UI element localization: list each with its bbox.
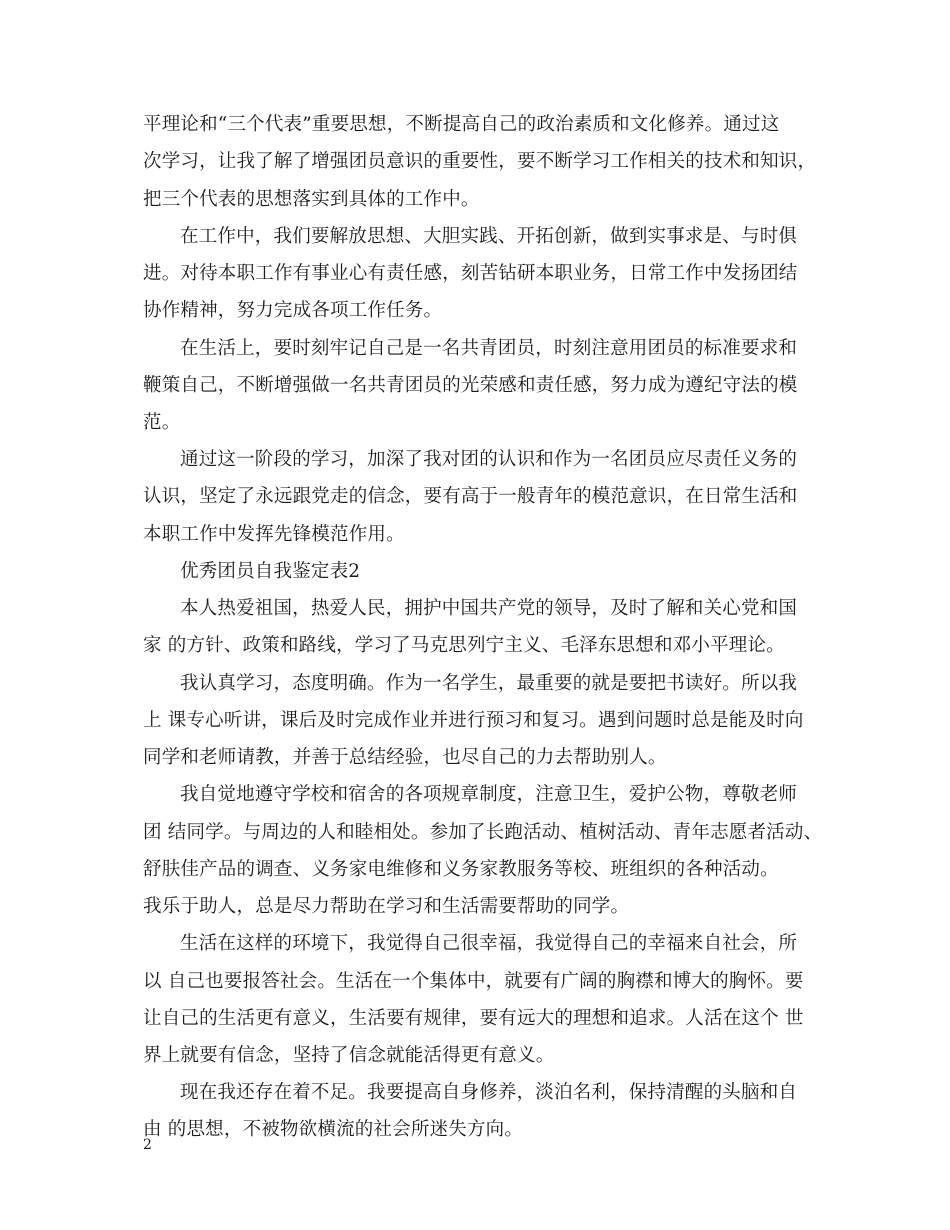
text-line: 以 自己也要报答社会。生活在一个集体中，就要有广阔的胸襟和博大的胸怀。要 bbox=[143, 971, 804, 992]
text-line: 让自己的生活更有意义，生活要有规律，要有远大的理想和追求。人活在这个 世 bbox=[143, 1008, 804, 1029]
text-line: 本职工作中发挥先锋模范作用。 bbox=[143, 524, 405, 545]
text-line: 把三个代表的思想落实到具体的工作中。 bbox=[143, 189, 480, 210]
text-line: 通过这一阶段的学习，加深了我对团的认识和作为一名团员应尽责任义务的 bbox=[180, 449, 798, 470]
text-line: 平理论和“三个代表”重要思想，不断提高自己的政治素质和文化修养。通过这 bbox=[143, 114, 780, 135]
page-number: 2 bbox=[143, 1137, 152, 1153]
text-line: 现在我还存在着不足。我要提高自身修养，淡泊名利，保持清醒的头脑和自 bbox=[180, 1082, 798, 1103]
text-line: 协作精神，努力完成各项工作任务。 bbox=[143, 300, 443, 321]
text-line: 我认真学习，态度明确。作为一名学生，最重要的就是要把书读好。所以我 bbox=[180, 673, 798, 694]
text-line: 上 课专心听讲，课后及时完成作业并进行预习和复习。遇到问题时总是能及时向 bbox=[143, 710, 804, 731]
text-line: 生活在这样的环境下，我觉得自己很幸福，我觉得自己的幸福来自社会，所 bbox=[180, 933, 798, 954]
text-line: 团 结同学。与周边的人和睦相处。参加了长跑活动、植树活动、青年志愿者活动、 bbox=[143, 822, 823, 843]
text-line: 由 的思想，不被物欲横流的社会所迷失方向。 bbox=[143, 1119, 524, 1140]
section-heading: 优秀团员自我鉴定表2 bbox=[180, 561, 361, 582]
text-line: 认识，坚定了永远跟党走的信念，要有高于一般青年的模范意识，在日常生活和 bbox=[143, 486, 798, 507]
text-line: 本人热爱祖国，热爱人民，拥护中国共产党的领导，及时了解和关心党和国 bbox=[180, 598, 798, 619]
text-line: 同学和老师请教，并善于总结经验，也尽自己的力去帮助别人。 bbox=[143, 747, 667, 768]
text-line: 次学习，让我了解了增强团员意识的重要性，要不断学习工作相关的技术和知识， bbox=[143, 151, 817, 172]
text-line: 范。 bbox=[143, 412, 181, 433]
text-line: 在工作中，我们要解放思想、大胆实践、开拓创新，做到实事求是、与时俱 bbox=[180, 226, 798, 247]
text-line: 家 的方针、政策和路线，学习了马克思列宁主义、毛泽东思想和邓小平理论。 bbox=[143, 635, 785, 656]
text-line: 进。对待本职工作有事业心有责任感，刻苦钻研本职业务，日常工作中发扬团结 bbox=[143, 263, 798, 284]
text-line: 在生活上，要时刻牢记自己是一名共青团员，时刻注意用团员的标准要求和 bbox=[180, 338, 798, 359]
text-line: 我自觉地遵守学校和宿舍的各项规章制度，注意卫生，爱护公物，尊敬老师 bbox=[180, 784, 798, 805]
text-line: 鞭策自己，不断增强做一名共青团员的光荣感和责任感，努力成为遵纪守法的模 bbox=[143, 375, 798, 396]
text-line: 舒肤佳产品的调查、义务家电维修和义务家教服务等校、班组织的各种活动。 bbox=[143, 859, 779, 880]
text-line: 界上就要有信念，坚持了信念就能活得更有意义。 bbox=[143, 1045, 555, 1066]
text-line: 我乐于助人，总是尽力帮助在学习和生活需要帮助的同学。 bbox=[143, 896, 630, 917]
